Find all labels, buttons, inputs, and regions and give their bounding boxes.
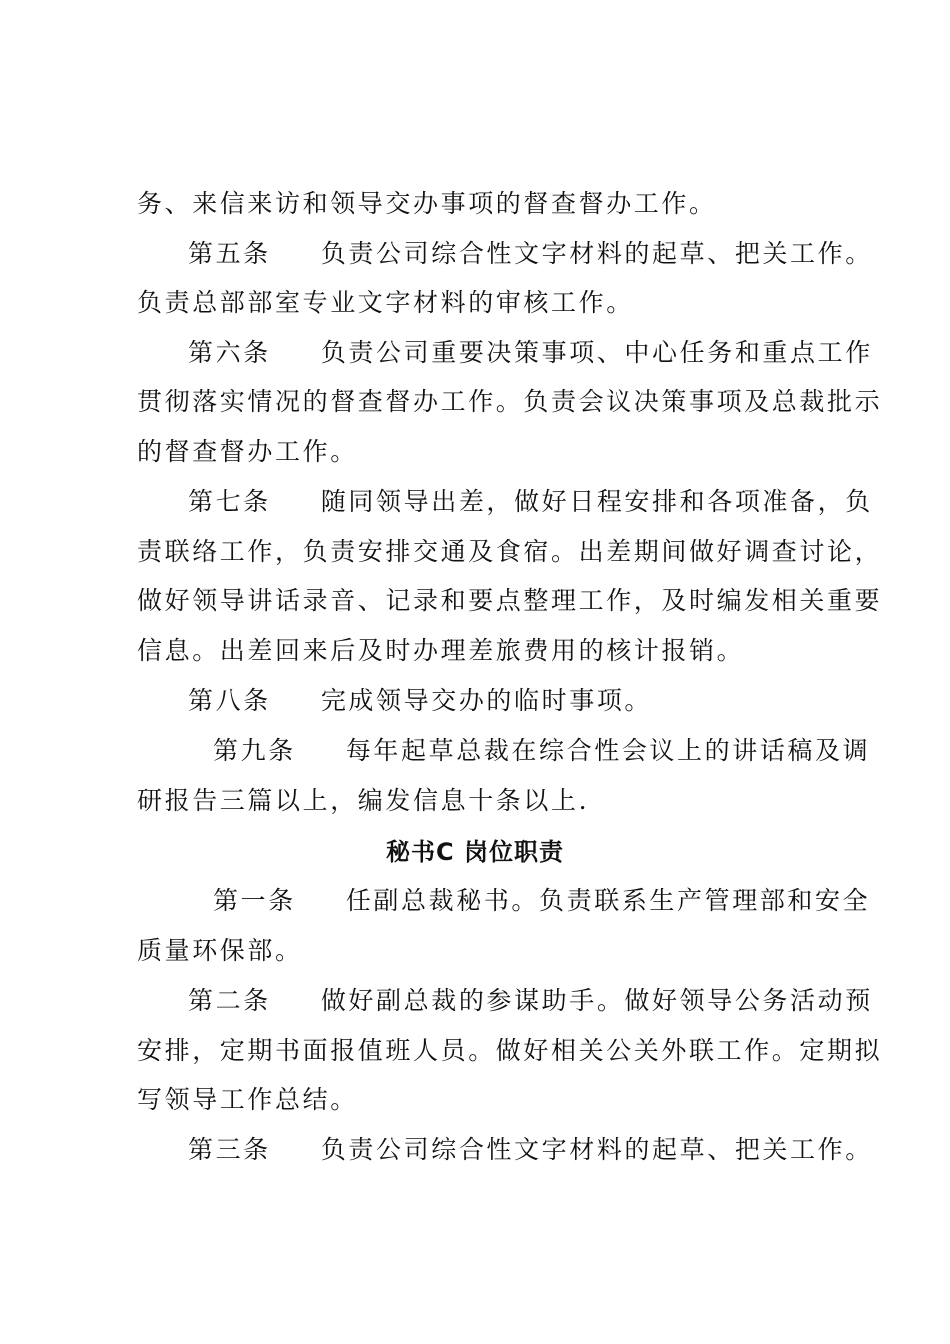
article-8-text: 完成领导交办的临时事项。 (320, 686, 653, 715)
article-2-number: 第二条 (188, 986, 271, 1015)
article-5-text: 负责公司综合性文字材料的起草、把关工作。 (320, 239, 873, 268)
article-5-number: 第五条 (188, 239, 271, 268)
article-7-line (188, 485, 888, 519)
article-5-line (188, 237, 888, 271)
article-5-continuation: 负责总部部室专业文字材料的审核工作。 (137, 288, 634, 317)
article-6-number: 第六条 (188, 338, 271, 367)
section-title: 秘书C 岗位职责 (386, 838, 564, 866)
article-6-text: 负责公司重要决策事项、中心任务和重点工作 (320, 338, 873, 367)
article-7-continuation-2: 做好领导讲话录音、记录和要点整理工作，及时编发相关重要 (137, 586, 883, 615)
article-6-line (188, 336, 888, 370)
article-7-continuation-1: 责联络工作，负责安排交通及食宿。出差期间做好调查讨论， (137, 537, 883, 566)
article-6-continuation-1: 贯彻落实情况的督查督办工作。负责会议决策事项及总裁批示 (137, 387, 883, 416)
article-1-text: 任副总裁秘书。负责联系生产管理部和安全 (345, 886, 871, 915)
article-2-line (188, 984, 888, 1018)
article-1-line (213, 884, 913, 918)
article-8-number: 第八条 (188, 686, 271, 715)
article-8-line (188, 684, 888, 718)
article-7-text: 随同领导出差，做好日程安排和各项准备，负 (320, 487, 873, 516)
article-1-continuation: 质量环保部。 (137, 936, 303, 965)
article-6-continuation-2: 的督查督办工作。 (137, 437, 358, 466)
article-3-number: 第三条 (188, 1135, 271, 1164)
article-2-continuation-1: 安排，定期书面报值班人员。做好相关公关外联工作。定期拟 (137, 1036, 883, 1065)
article-9-number: 第九条 (213, 736, 296, 765)
article-2-continuation-2: 写领导工作总结。 (137, 1085, 358, 1114)
article-3-text: 负责公司综合性文字材料的起草、把关工作。 (320, 1135, 873, 1164)
article-3-line (188, 1133, 888, 1167)
article-7-number: 第七条 (188, 487, 271, 516)
continuation-line: 务、来信来访和领导交办事项的督查督办工作。 (137, 189, 717, 218)
article-9-continuation: 研报告三篇以上，编发信息十条以上. (137, 786, 590, 815)
article-7-continuation-3: 信息。出差回来后及时办理差旅费用的核计报销。 (137, 636, 745, 665)
article-9-line (213, 734, 913, 768)
article-2-text: 做好副总裁的参谋助手。做好领导公务活动预 (320, 986, 873, 1015)
article-9-text: 每年起草总裁在综合性会议上的讲话稿及调 (345, 736, 871, 765)
article-1-number: 第一条 (213, 886, 296, 915)
